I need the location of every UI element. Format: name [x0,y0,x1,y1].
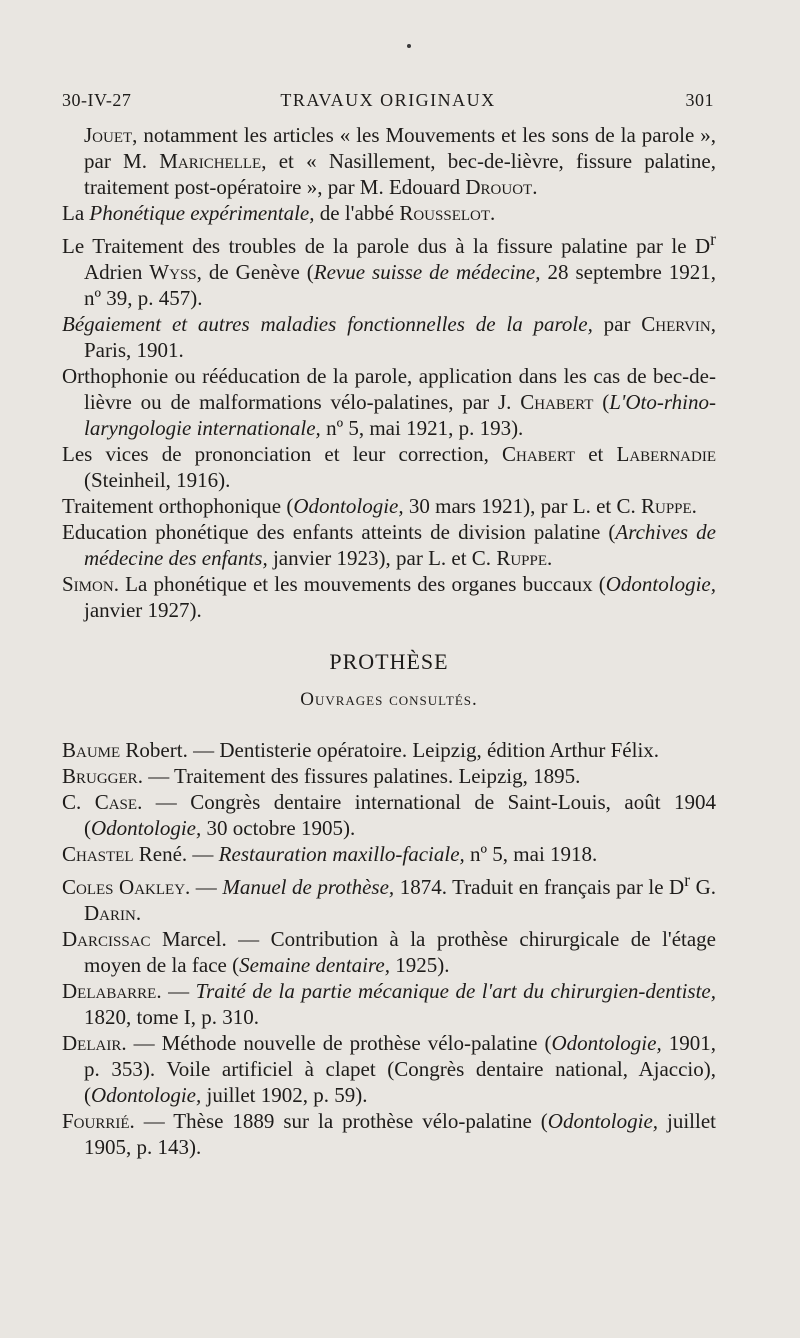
running-header [62,90,714,120]
page-body [62,122,716,1160]
reference-entry: Coles Oakley. — Manuel de prothèse, 1874. Traduit en français par le $D^r$ G. Darin. [62,870,717,925]
reference-entry: C. Case. — Congrès dentaire international de Saint-Louis, août 1904 (Odontologie, 30 octobre 1905). [62,790,716,840]
section-subtitle: Ouvrages consultés. [300,689,478,710]
reference-entry: Delabarre. — Traité de la partie mécanique de l'art du chirurgien-dentiste, 1820, tome I, p. 310. [62,979,716,1029]
reference-entry: Bégaiement et autres maladies fonctionnelles de la parole, par Chervin, Paris, 1901. [62,312,716,362]
ink-dot [407,44,411,48]
reference-entry: Simon. La phonétique et les mouvements des organes buccaux (Odontologie, janvier 1927). [62,572,716,622]
page-number: 301 [685,90,714,110]
reference-entry: Darcissac Marcel. — Contribution à la prothèse chirurgicale de l'étage moyen de la face (Semaine dentaire, 1925). [62,927,716,977]
reference-entry: Traitement orthophonique (Odontologie, 30 mars 1921), par L. et C. Ruppe. [62,494,697,518]
reference-entry: Les vices de prononciation et leur correction, Chabert et Labernadie (Steinheil, 1916). [62,442,716,492]
reference-entry: Orthophonie ou rééducation de la parole, application dans les cas de bec-de-lièvre ou de malformations vélo-palatines, par J. Chabert (L'Oto-rhino-laryngologie internationale, nº 5, mai 1921, p. 193). [62,364,716,440]
header-title: TRAVAUX ORIGINAUX [280,90,496,110]
reference-entry: Brugger. — Traitement des fissures palatines. Leipzig, 1895. [62,764,581,788]
header-date: 30-IV-27 [62,90,132,110]
reference-entry: Education phonétique des enfants atteints de division palatine (Archives de médecine des enfants, janvier 1923), par L. et C. Ruppe. [62,520,716,570]
reference-entry: Delair. — Méthode nouvelle de prothèse vélo-palatine (Odontologie, 1901, p. 353). Voile artificiel à clapet (Congrès dentaire national, Ajaccio), (Odontologie, juillet 1902, p. 59). [62,1031,717,1107]
reference-entry: Fourrié. — Thèse 1889 sur la prothèse vélo-palatine (Odontologie, juillet 1905, p. 143). [62,1109,716,1159]
reference-entry: Baume Robert. — Dentisterie opératoire. Leipzig, édition Arthur Félix. [62,738,660,762]
reference-entry: Chastel René. — Restauration maxillo-faciale, nº 5, mai 1918. [62,842,598,866]
section-title: PROTHÈSE [329,649,449,674]
reference-entry: Jouet, notamment les articles « les Mouvements et les sons de la parole », par M. Marichelle, et « Nasillement, bec-de-lièvre, fissure palatine, traitement post-opératoire », par M. Edouard Drouot. [84,123,716,199]
reference-entry: Le Traitement des troubles de la parole dus à la fissure palatine par le $D^r$ Adrien Wyss, de Genève (Revue suisse de médecine, 28 septembre 1921, nº 39, p. 457). [62,229,716,310]
reference-entry: La Phonétique expérimentale, de l'abbé Rousselot. [62,201,496,225]
